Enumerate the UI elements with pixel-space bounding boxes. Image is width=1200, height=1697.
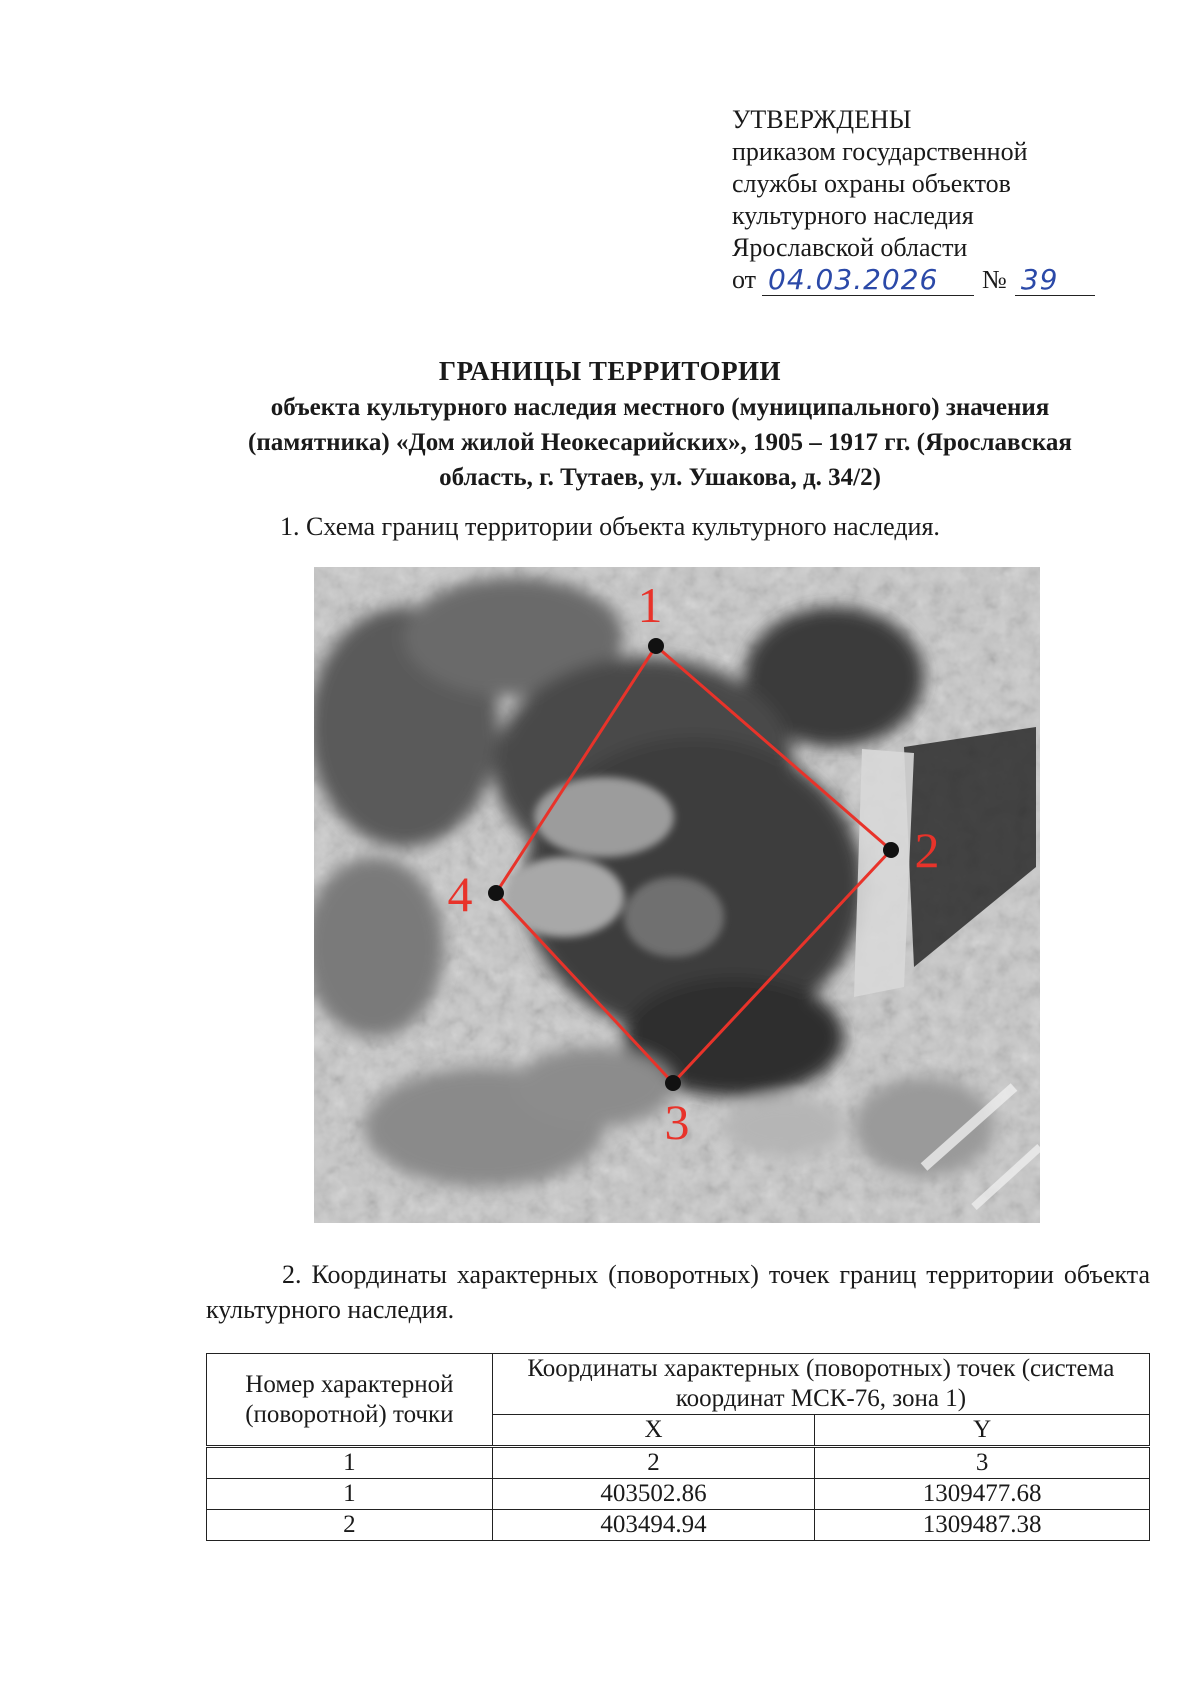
point-label-2: 2 — [914, 822, 940, 878]
column-number: 3 — [815, 1447, 1150, 1479]
aerial-photo — [314, 567, 1040, 1223]
number-label: № — [982, 265, 1007, 294]
point-label-4: 4 — [447, 866, 473, 922]
y-coordinate-cell: 1309487.38 — [815, 1510, 1150, 1541]
subtitle-line: объекта культурного наследия местного (муниципального) значения — [270, 394, 1050, 421]
point-label-3: 3 — [664, 1094, 690, 1150]
section-2-heading: 2. Координаты характерных (поворотных) точек границ территории объекта культурного наследия. — [206, 1260, 1150, 1324]
boundary-point-2 — [883, 842, 899, 858]
point-number-cell: 2 — [207, 1510, 493, 1541]
boundary-point-4 — [488, 885, 504, 901]
table-row — [207, 1479, 1150, 1510]
header-point-number: Номер характерной (поворотной) точки — [207, 1354, 493, 1447]
section-1-heading: 1. Схема границ территории объекта культурного наследия. — [280, 512, 940, 541]
column-number-row — [207, 1447, 1150, 1479]
table-row — [207, 1510, 1150, 1541]
subtitle-line: (памятника) «Дом жилой Неокесарийских», 1905 – 1917 гг. (Ярославская — [248, 429, 1072, 456]
driveway — [854, 749, 914, 997]
approval-line: приказом государственной — [732, 137, 1028, 166]
approval-block — [732, 104, 1095, 296]
header-coordinates: Координаты характерных (поворотных) точек (система координат МСК-76, зона 1) — [492, 1354, 1149, 1415]
approval-line: Ярославской области — [732, 233, 968, 262]
x-coordinate-cell: 403502.86 — [492, 1479, 815, 1510]
date-prefix: от — [732, 265, 757, 294]
subtitle-line: область, г. Тутаев, ул. Ушакова, д. 34/2) — [439, 464, 881, 491]
point-label-1: 1 — [637, 577, 663, 633]
approval-date-line — [732, 264, 1095, 296]
document-subtitle — [190, 390, 1130, 495]
header-y: Y — [815, 1415, 1150, 1447]
document-title: ГРАНИЦЫ ТЕРРИТОРИИ — [438, 356, 782, 386]
approval-title: УТВЕРЖДЕНЫ — [732, 105, 912, 134]
column-number: 1 — [207, 1447, 493, 1479]
boundary-point-3 — [665, 1075, 681, 1091]
boundary-map — [314, 567, 1040, 1223]
table-header-row — [207, 1354, 1150, 1415]
handwritten-number: 39 — [1015, 265, 1095, 296]
approval-line: культурного наследия — [732, 201, 974, 230]
column-number: 2 — [492, 1447, 815, 1479]
handwritten-date: 04.03.2026 — [762, 265, 974, 296]
point-number-cell: 1 — [207, 1479, 493, 1510]
boundary-point-1 — [648, 638, 664, 654]
approval-line: службы охраны объектов — [732, 169, 1011, 198]
coordinates-table — [206, 1353, 1150, 1541]
x-coordinate-cell: 403494.94 — [492, 1510, 815, 1541]
y-coordinate-cell: 1309477.68 — [815, 1479, 1150, 1510]
header-x: X — [492, 1415, 815, 1447]
